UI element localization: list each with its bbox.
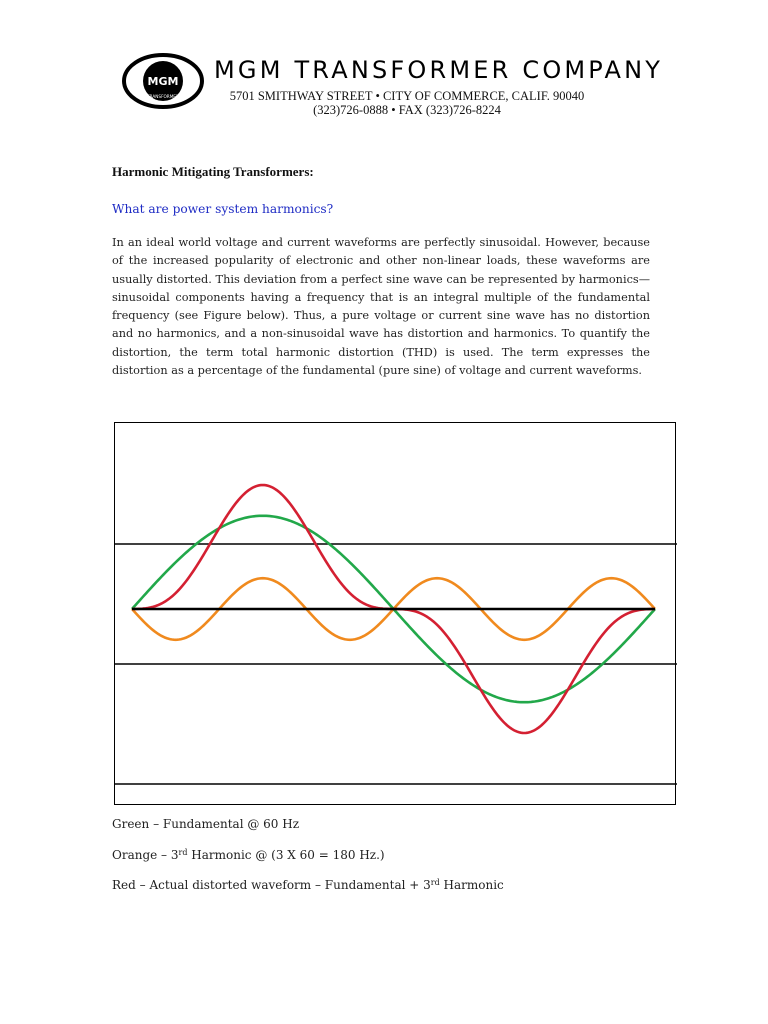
question-heading: What are power system harmonics? [112,202,334,216]
logo-text: MGM [147,75,179,88]
legend-green: Green – Fundamental @ 60 Hz [112,817,300,831]
legend-red: Red – Actual distorted waveform – Fundamental + 3rd Harmonic [112,878,504,892]
logo-subtext: TRANSFORMER [147,94,179,99]
section-heading: Harmonic Mitigating Transformers: [112,164,314,179]
body-paragraph: In an ideal world voltage and current waveforms are perfectly sinusoidal. However, because of the increased popularity of electronic and other non-linear loads, these waveforms are usually distorted. This deviation from a perfect sine wave can be represented by harmonics—sinusoidal components having a frequency that is an integral multiple of the fundamental frequency (see Figure below). Thus, a pure voltage or current sine wave has no distortion and no harmonics, and a non-sinusoidal wave has distortion and harmonics. To quantify the distortion, the term total harmonic distortion (THD) is used. The term expresses the distortion as a percentage of the fundamental (pure sine) of voltage and current waveforms. [112,236,650,377]
legend-orange: Orange – 3rd Harmonic @ (3 X 60 = 180 Hz.) [112,848,385,862]
company-phone: (323)726-0888 • FAX (323)726-8224 [313,103,501,117]
company-name: MGM TRANSFORMER COMPANY [214,56,664,84]
company-address: 5701 SMITHWAY STREET • CITY OF COMMERCE, CALIF. 90040 [229,89,585,103]
waveform-figure [114,422,676,805]
waveform-plot [115,423,677,806]
company-logo [122,52,204,110]
